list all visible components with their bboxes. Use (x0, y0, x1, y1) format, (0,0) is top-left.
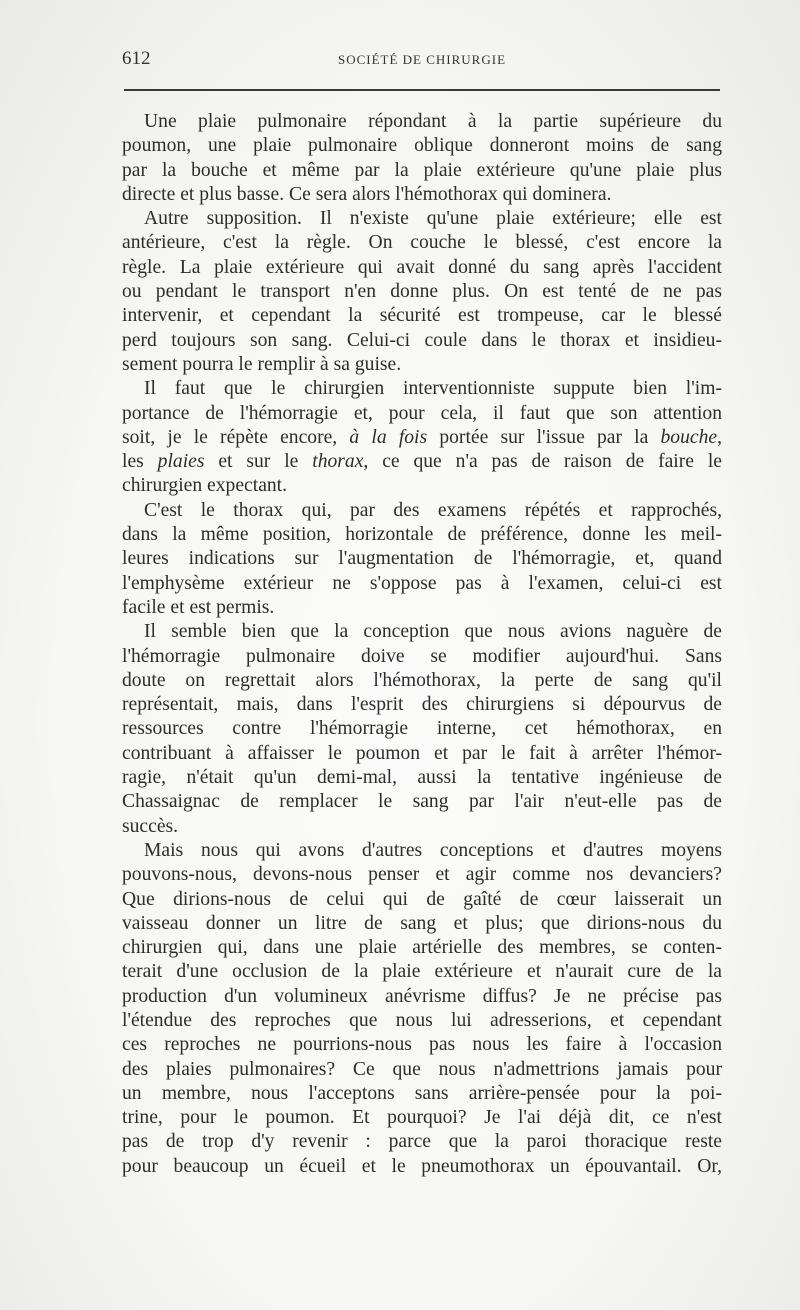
paragraph (122, 620, 722, 839)
text-line: ces reproches ne pourrions-nous pas nous les faire à l'occasion (122, 1034, 722, 1056)
text-line: des plaies pulmonaires? Ce que nous n'admettrions jamais pour (122, 1058, 722, 1080)
text-line: doute on regrettait alors l'hémothorax, la perte de sang qu'il (122, 669, 722, 691)
paragraph (122, 839, 722, 1179)
text-line: représentait, mais, dans l'esprit des chirurgiens si dépourvus de (122, 694, 722, 716)
paragraph (122, 207, 722, 377)
text-line: règle. La plaie extérieure qui avait donné du sang après l'accident (122, 256, 722, 278)
text-line: facile et est permis. (122, 596, 275, 618)
text-line: Il faut que le chirurgien interventionniste suppute bien l'im- (144, 378, 722, 400)
body-text (122, 110, 722, 1179)
text-line: production d'un volumineux anévrisme diffus? Je ne précise pas (122, 985, 722, 1007)
text-line: l'étendue des reproches que nous lui adresserions, et cependant (122, 1009, 722, 1031)
book-page (122, 48, 722, 1177)
italic-emphasis: thorax (312, 451, 364, 473)
text-line: ragie, n'était qu'un demi-mal, aussi la tentative ingénieuse de (122, 767, 722, 789)
text-line: Chassaignac de remplacer le sang par l'air n'eut-elle pas de (122, 791, 722, 813)
text-line: par la bouche et même par la plaie extérieure qu'une plaie plus (122, 159, 722, 181)
italic-emphasis: bouche (660, 426, 718, 448)
text-line: terait d'une occlusion de la plaie extérieure et n'aurait cure de la (122, 961, 722, 983)
text-line: dans la même position, horizontale de préférence, donne les meil- (122, 524, 722, 546)
text-line: succès. (122, 815, 179, 837)
text-line: pas de trop d'y revenir : parce que la paroi thoracique reste (122, 1131, 722, 1153)
text-line: ressources contre l'hémorragie interne, cet hémothorax, en (122, 718, 722, 740)
text-line: Autre supposition. Il n'existe qu'une plaie extérieure; elle est (144, 208, 722, 230)
text-line: contribuant à affaisser le poumon et par le fait à arrêter l'hémor- (122, 742, 722, 764)
text-line: chirurgien qui, dans une plaie artérielle des membres, se conten- (122, 937, 722, 959)
text-line: soit, je le répète encore, à la fois portée sur l'issue par la bouche, (122, 426, 722, 448)
text-line: l'emphysème extérieur ne s'oppose pas à l'examen, celui-ci est (122, 572, 722, 594)
text-line: Il semble bien que la conception que nous avions naguère de (144, 621, 722, 643)
paragraph (122, 377, 722, 498)
text-line: un membre, nous l'acceptons sans arrière-pensée pour la poi- (122, 1082, 722, 1104)
text-line: Que dirions-nous de celui qui de gaîté de cœur laisserait un (122, 888, 722, 910)
text-line: Mais nous qui avons d'autres conceptions et d'autres moyens (144, 839, 722, 861)
text-line: trine, pour le poumon. Et pourquoi? Je l'ai déjà dit, ce n'est (122, 1107, 722, 1129)
paragraph (122, 110, 722, 207)
text-line: intervenir, et cependant la sécurité est trompeuse, car le blessé (122, 305, 722, 327)
text-line: Une plaie pulmonaire répondant à la partie supérieure du (144, 111, 722, 132)
text-line: vaisseau donner un litre de sang et plus; que dirions-nous du (122, 912, 722, 934)
text-line: chirurgien expectant. (122, 475, 288, 497)
text-line: pouvons-nous, devons-nous penser et agir comme nos devanciers? (122, 864, 722, 886)
text-line: C'est le thorax qui, par des examens répétés et rapprochés, (144, 499, 722, 521)
text-line: l'hémorragie pulmonaire doive se modifier aujourd'hui. Sans (122, 645, 722, 667)
text-line: poumon, une plaie pulmonaire oblique donneront moins de sang (122, 135, 722, 157)
paragraph (122, 499, 722, 620)
page-number: 612 (122, 48, 151, 69)
running-title: SOCIÉTÉ DE CHIRURGIE (337, 52, 507, 67)
text-line: ou pendant le transport n'en donne plus. On est tenté de ne pas (122, 281, 722, 303)
running-head (122, 48, 722, 78)
text-line: pour beaucoup un écueil et le pneumothorax un épouvantail. Or, (122, 1155, 722, 1177)
text-line: perd toujours son sang. Celui-ci coule dans le thorax et insidieu- (122, 329, 722, 351)
text-line: sement pourra le remplir à sa guise. (122, 353, 402, 375)
text-line: directe et plus basse. Ce sera alors l'hémothorax qui dominera. (122, 183, 612, 205)
italic-emphasis: à la fois (349, 426, 428, 448)
text-line: portance de l'hémorragie et, pour cela, il faut que son attention (122, 402, 722, 424)
header-rule (124, 89, 720, 91)
text-line: leures indications sur l'augmentation de l'hémorragie, et, quand (122, 548, 722, 570)
text-line: antérieure, c'est la règle. On couche le blessé, c'est encore la (122, 232, 722, 254)
text-line: les plaies et sur le thorax, ce que n'a pas de raison de faire le (122, 451, 722, 473)
italic-emphasis: plaies (157, 451, 205, 473)
